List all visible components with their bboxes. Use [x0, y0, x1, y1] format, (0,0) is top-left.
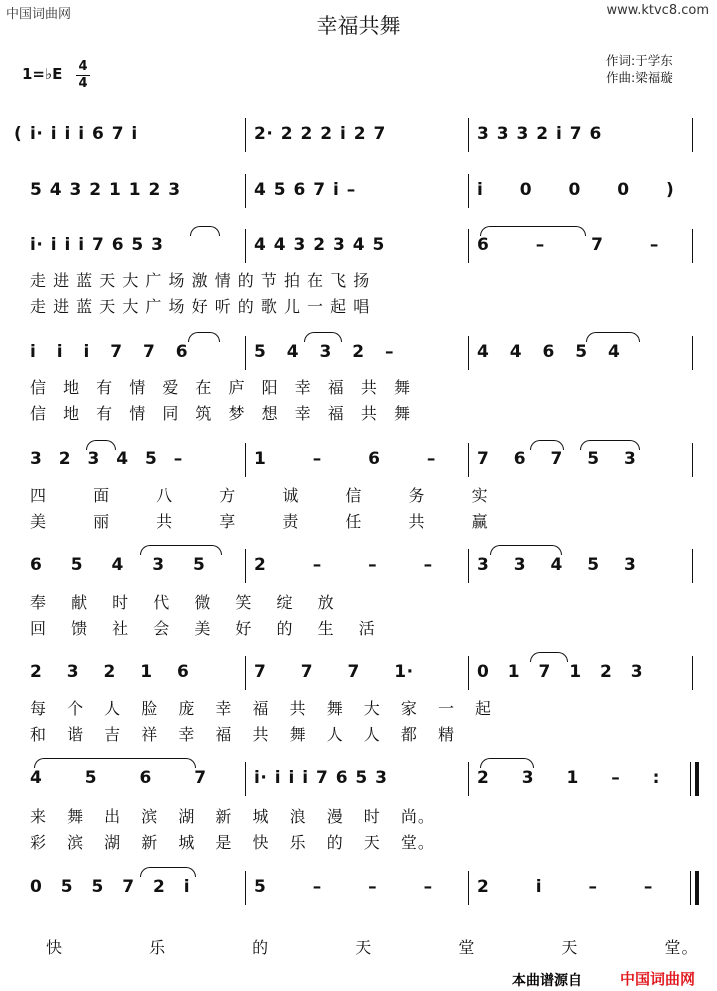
lyricist-credit: 作词:于学东	[606, 53, 673, 68]
notes-s8-m1: 4 5 6 7	[30, 768, 207, 788]
time-signature-bottom: 4	[78, 76, 88, 91]
watermark-right: www.ktvc8.com	[606, 3, 709, 18]
lyrics-s6-verse1: 奉 献 时 代 微 笑 绽 放	[30, 593, 335, 612]
repeat-end-barline	[695, 762, 699, 796]
barline	[245, 762, 246, 796]
time-signature-top: 4	[78, 59, 88, 74]
watermark-left: 中国词曲网	[6, 7, 72, 22]
barline	[692, 118, 693, 152]
slur	[140, 545, 222, 555]
notes-s2-m1: 5 4 3 2 1 1 2 3	[30, 180, 181, 200]
barline	[245, 229, 246, 263]
barline	[468, 656, 469, 690]
barline	[690, 762, 691, 796]
slur	[86, 440, 116, 450]
notes-s1-m2: 2· 2 2 2 i 2 7	[254, 124, 386, 144]
lyrics-s9: 快 乐 的 天 堂 天 堂。	[46, 938, 699, 957]
notes-s4-m2: 5 4 3 2 –	[254, 342, 394, 362]
notes-s2-m2: 4 5 6 7 i –	[254, 180, 356, 200]
barline	[692, 549, 693, 583]
time-signature	[76, 60, 90, 91]
barline	[692, 336, 693, 370]
barline	[245, 871, 246, 905]
barline	[468, 549, 469, 583]
final-barline	[695, 871, 699, 905]
slur	[586, 332, 640, 342]
notes-s6-m1: 6 5 4 3 5	[30, 555, 206, 575]
tie	[480, 226, 586, 236]
barline	[245, 336, 246, 370]
notes-s4-m1: i i i 7 7 6	[30, 342, 189, 362]
notes-s6-m2: 2 – – –	[254, 555, 433, 575]
slur	[480, 758, 534, 768]
lyrics-s8-verse2: 彩 滨 湖 新 城 是 快 乐 的 天 堂。	[30, 833, 435, 852]
barline	[692, 443, 693, 477]
notes-s5-m3: 7 6 7 5 3	[477, 449, 637, 469]
notes-s8-m3: 2 3 1 – :	[477, 768, 660, 788]
slur	[140, 867, 196, 877]
barline	[468, 762, 469, 796]
notes-s6-m3: 3 3 4 5 3	[477, 555, 637, 575]
barline	[245, 118, 246, 152]
composer-credit: 作曲:梁福璇	[606, 70, 673, 85]
song-title: 幸福共舞	[316, 14, 401, 38]
notes-s5-m2: 1 – 6 –	[254, 449, 436, 469]
lyrics-s4-verse2: 信 地 有 情 同 筑 梦 想 幸 福 共 舞	[30, 404, 411, 423]
notes-s1-m3: 3 3 3 2 i 7 6	[477, 124, 602, 144]
lyrics-s5-verse2: 美 丽 共 享 责 任 共 赢	[30, 512, 489, 531]
notes-s9-m1: 0 5 5 7 2 i	[30, 877, 191, 897]
notes-s3-m3: 6 – 7 –	[477, 235, 659, 255]
slur	[34, 758, 196, 768]
barline	[468, 871, 469, 905]
barline	[245, 549, 246, 583]
slur	[530, 652, 568, 662]
barline	[245, 174, 246, 208]
barline	[245, 443, 246, 477]
barline	[692, 656, 693, 690]
notes-s1-m1: i· i i i 6 7 i	[30, 124, 138, 144]
notes-s5-m1: 3 2 3 4 5 –	[30, 449, 183, 469]
barline	[468, 443, 469, 477]
notes-s9-m2: 5 – – –	[254, 877, 433, 897]
barline	[690, 871, 691, 905]
barline	[468, 229, 469, 263]
notes-s7-m2: 7 7 7 1·	[254, 662, 414, 682]
notes-s4-m3: 4 4 6 5 4	[477, 342, 621, 362]
lyrics-s5-verse1: 四 面 八 方 诚 信 务 实	[30, 486, 489, 505]
notes-s2-m3: i 0 0 0 )	[477, 180, 675, 200]
key-signature: 1=♭E	[22, 65, 63, 83]
notes-s3-m2: 4 4 3 2 3 4 5	[254, 235, 385, 255]
barline	[468, 336, 469, 370]
slur	[530, 440, 564, 450]
notes-s9-m3: 2 i – –	[477, 877, 653, 897]
notes-s8-m2: i· i i i 7 6 5 3	[254, 768, 388, 788]
lyrics-s3-verse1: 走 进 蓝 天 大 广 场 激 情 的 节 拍 在 飞 扬	[30, 271, 371, 290]
barline	[692, 229, 693, 263]
lyrics-s8-verse1: 来 舞 出 滨 湖 新 城 浪 漫 时 尚。	[30, 807, 435, 826]
footer-source: 本曲谱源自	[512, 973, 582, 989]
slur	[304, 332, 342, 342]
barline	[245, 656, 246, 690]
barline	[468, 174, 469, 208]
opening-paren: (	[14, 124, 23, 144]
lyrics-s3-verse2: 走 进 蓝 天 大 广 场 好 听 的 歌 儿 一 起 唱	[30, 297, 371, 316]
footer-site: 中国词曲网	[620, 970, 696, 988]
notes-s7-m1: 2 3 2 1 6	[30, 662, 190, 682]
slur	[580, 440, 640, 450]
lyrics-s7-verse2: 和 谐 吉 祥 幸 福 共 舞 人 人 都 精	[30, 725, 455, 744]
notes-s7-m3: 0 1 7 1 2 3	[477, 662, 644, 682]
slur	[190, 226, 220, 236]
lyrics-s7-verse1: 每 个 人 脸 庞 幸 福 共 舞 大 家 一 起	[30, 699, 493, 718]
lyrics-s6-verse2: 回 馈 社 会 美 好 的 生 活	[30, 619, 376, 638]
notes-s3-m1: i· i i i 7 6 5 3	[30, 235, 164, 255]
lyrics-s4-verse1: 信 地 有 情 爱 在 庐 阳 幸 福 共 舞	[30, 378, 411, 397]
slur	[188, 332, 220, 342]
barline	[468, 118, 469, 152]
slur	[490, 545, 562, 555]
